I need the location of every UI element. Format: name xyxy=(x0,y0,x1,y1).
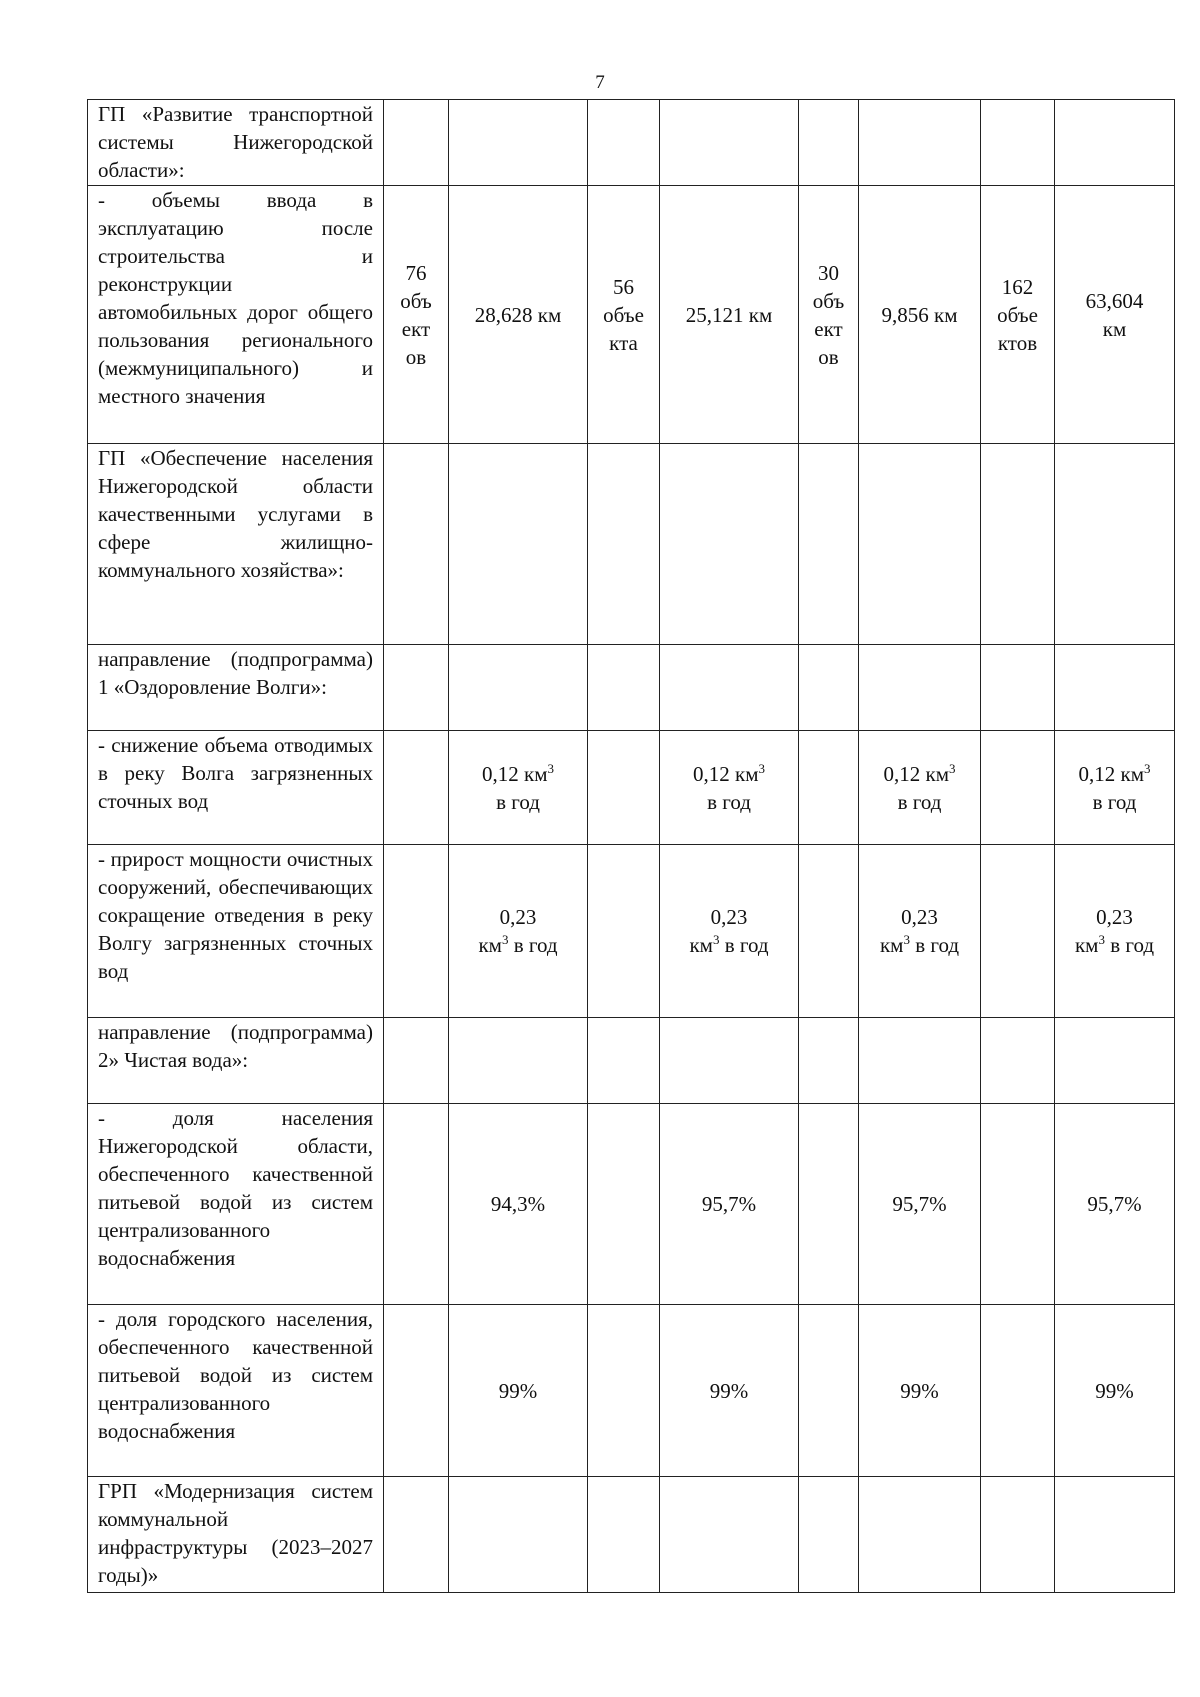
table-cell xyxy=(799,731,859,845)
table-cell xyxy=(588,1305,660,1477)
table-cell: 95,7% xyxy=(859,1104,981,1305)
table-cell xyxy=(660,444,799,645)
table-cell xyxy=(1055,100,1175,186)
table-row xyxy=(88,1018,1175,1104)
indicator-label: - объемы ввода в эксплуатацию после строительства и реконструкции автомобильных дорог общего пользования регионального (межмуниципального) и местного значения xyxy=(88,186,384,444)
table-cell: 25,121 км xyxy=(660,186,799,444)
table-cell xyxy=(981,100,1055,186)
table-cell: 0,23 $км^3$ в год xyxy=(660,845,799,1018)
table-cell: 94,3% xyxy=(449,1104,588,1305)
table-cell xyxy=(660,100,799,186)
table-cell xyxy=(799,1104,859,1305)
table-cell: 0,23 $км^3$ в год xyxy=(1055,845,1175,1018)
table-cell: 99% xyxy=(660,1305,799,1477)
table-cell xyxy=(588,645,660,731)
table-cell xyxy=(384,1018,449,1104)
indicator-label: ГП «Обеспечение населения Нижегородской области качественными услугами в сфере жилищно-коммунального хозяйства»: xyxy=(88,444,384,645)
table-cell xyxy=(384,444,449,645)
table-cell: 99% xyxy=(859,1305,981,1477)
table-cell: 30 объ ект ов xyxy=(799,186,859,444)
page-number: 7 xyxy=(595,72,605,93)
indicator-label: - доля населения Нижегородской области, обеспеченного качественной питьевой водой из систем централизованного водоснабжения xyxy=(88,1104,384,1305)
table-row xyxy=(88,645,1175,731)
table-cell xyxy=(588,1018,660,1104)
table-row xyxy=(88,1477,1175,1593)
table-cell xyxy=(981,845,1055,1018)
table-cell xyxy=(859,444,981,645)
table-cell: 99% xyxy=(1055,1305,1175,1477)
table-cell xyxy=(588,100,660,186)
table-cell: 0,12 $км^3$ в год xyxy=(859,731,981,845)
table-cell: 0,12 $км^3$ в год xyxy=(449,731,588,845)
table-cell xyxy=(449,1477,588,1593)
table-cell xyxy=(859,1477,981,1593)
indicator-label: направление (подпрограмма) 2» Чистая вода»: xyxy=(88,1018,384,1104)
indicator-label: ГП «Развитие транспортной системы Нижегородской области»: xyxy=(88,100,384,186)
table-cell xyxy=(981,444,1055,645)
indicator-label: - снижение объема отводимых в реку Волга загрязненных сточных вод xyxy=(88,731,384,845)
table-cell xyxy=(384,1104,449,1305)
table-cell xyxy=(384,1305,449,1477)
table-cell xyxy=(449,645,588,731)
table-cell xyxy=(981,731,1055,845)
table-cell xyxy=(660,1477,799,1593)
table-cell xyxy=(859,645,981,731)
table-cell xyxy=(660,645,799,731)
table-cell xyxy=(981,1018,1055,1104)
table-cell: 28,628 км xyxy=(449,186,588,444)
table-cell xyxy=(981,1104,1055,1305)
table-cell xyxy=(799,444,859,645)
indicator-label: ГРП «Модернизация систем коммунальной инфраструктуры (2023–2027 годы)» xyxy=(88,1477,384,1593)
table-cell xyxy=(449,1018,588,1104)
table-cell xyxy=(660,1018,799,1104)
table-cell: 162 объе ктов xyxy=(981,186,1055,444)
table-cell xyxy=(384,1477,449,1593)
table-cell xyxy=(799,1477,859,1593)
table-cell xyxy=(384,845,449,1018)
table-cell: 95,7% xyxy=(1055,1104,1175,1305)
table-cell xyxy=(799,645,859,731)
table-cell: 0,12 $км^3$ в год xyxy=(1055,731,1175,845)
table-cell: 76 объ ект ов xyxy=(384,186,449,444)
table-cell xyxy=(1055,645,1175,731)
table-row xyxy=(88,1305,1175,1477)
table-cell xyxy=(1055,1477,1175,1593)
table-cell xyxy=(981,645,1055,731)
indicator-label: направление (подпрограмма) 1 «Оздоровление Волги»: xyxy=(88,645,384,731)
indicator-label: - прирост мощности очистных сооружений, обеспечивающих сокращение отведения в реку Волгу загрязненных сточных вод xyxy=(88,845,384,1018)
table-cell xyxy=(859,1018,981,1104)
table-cell xyxy=(1055,1018,1175,1104)
table-cell xyxy=(799,1018,859,1104)
table-cell xyxy=(859,100,981,186)
table-cell: 56 объе кта xyxy=(588,186,660,444)
table-cell xyxy=(588,444,660,645)
table-cell xyxy=(384,645,449,731)
indicator-table xyxy=(87,99,1175,1593)
table-cell xyxy=(588,731,660,845)
table-cell: 95,7% xyxy=(660,1104,799,1305)
table-row xyxy=(88,731,1175,845)
table-cell xyxy=(449,444,588,645)
table-cell xyxy=(384,100,449,186)
table-row xyxy=(88,100,1175,186)
table-cell xyxy=(799,845,859,1018)
table-cell xyxy=(384,731,449,845)
table-cell xyxy=(799,1305,859,1477)
table-row xyxy=(88,444,1175,645)
table-cell xyxy=(588,845,660,1018)
table-cell: 9,856 км xyxy=(859,186,981,444)
table-cell: 0,23 $км^3$ в год xyxy=(859,845,981,1018)
table-cell xyxy=(799,100,859,186)
table-cell xyxy=(449,100,588,186)
table-cell xyxy=(1055,444,1175,645)
table-cell xyxy=(588,1104,660,1305)
table-cell: 0,23 $км^3$ в год xyxy=(449,845,588,1018)
table-cell xyxy=(981,1305,1055,1477)
table-cell: 63,604 км xyxy=(1055,186,1175,444)
table-row xyxy=(88,1104,1175,1305)
table-row xyxy=(88,186,1175,444)
table-cell xyxy=(981,1477,1055,1593)
table-row xyxy=(88,845,1175,1018)
indicator-label: - доля городского населения, обеспеченного качественной питьевой водой из систем централизованного водоснабжения xyxy=(88,1305,384,1477)
table-cell: 0,12 $км^3$ в год xyxy=(660,731,799,845)
table-cell: 99% xyxy=(449,1305,588,1477)
table-cell xyxy=(588,1477,660,1593)
